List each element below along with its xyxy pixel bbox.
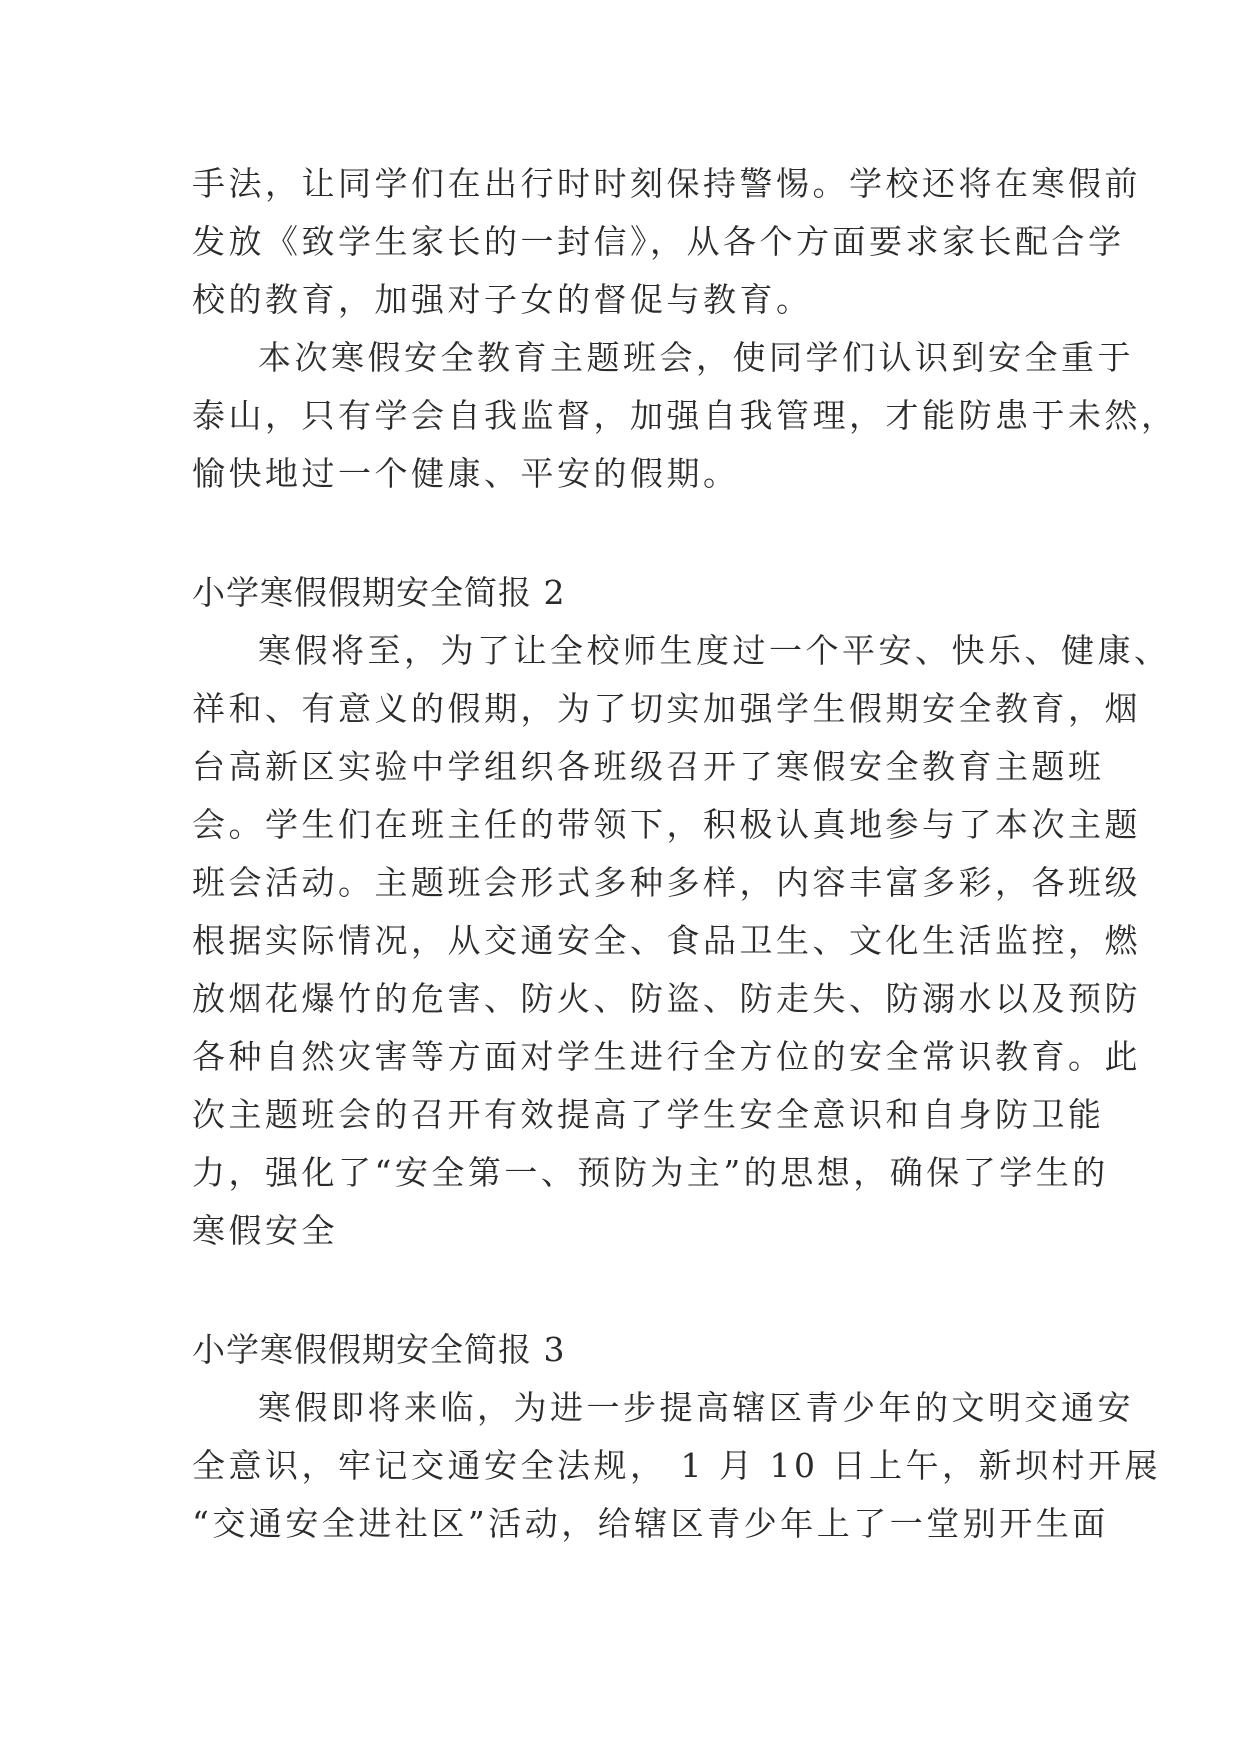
- text-line: 寒假即将来临，为进一步提高辖区青少年的文明交通安: [258, 1388, 1134, 1427]
- section-spacer: [192, 503, 1044, 564]
- text-line: “交通安全进社区”活动，给辖区青少年上了一堂别开生面: [192, 1504, 1109, 1543]
- text-line: 愉快地过一个健康、平安的假期。: [192, 454, 740, 493]
- text-line: 校的教育，加强对子女的督促与教育。: [192, 280, 813, 319]
- text-line: 寒假将至，为了让全校师生度过一个平安、快乐、健康、: [258, 631, 1171, 670]
- section-heading-3: 小学寒假假期安全简报 3: [192, 1330, 566, 1369]
- document-body: [192, 155, 1178, 1553]
- paragraph-4: [192, 1379, 1161, 1553]
- text-line: 台高新区实验中学组织各班级召开了寒假安全教育主题班: [192, 747, 1105, 786]
- text-line: 次主题班会的召开有效提高了学生安全意识和自身防卫能: [192, 1095, 1105, 1134]
- text-line: 发放《致学生家长的一封信》，从各个方面要求家长配合学: [192, 222, 1125, 261]
- text-line: 各种自然灾害等方面对学生进行全方位的安全常识教育。此: [192, 1037, 1141, 1076]
- section-spacer: [192, 1260, 1044, 1321]
- paragraph-3: [192, 622, 1171, 1260]
- text-line: 放烟花爆竹的危害、防火、防盗、防走失、防溺水以及预防: [192, 979, 1141, 1018]
- text-line: 泰山，只有学会自我监督，加强自我管理，才能防患于未然，: [192, 396, 1178, 435]
- text-line: 祥和、有意义的假期，为了切实加强学生假期安全教育，烟: [192, 689, 1141, 728]
- text-line: 根据实际情况，从交通安全、食品卫生、文化生活监控，燃: [192, 921, 1141, 960]
- section-heading-2: 小学寒假假期安全简报 2: [192, 573, 566, 612]
- paragraph-1: [192, 155, 1141, 329]
- text-line: 班会活动。主题班会形式多种多样，内容丰富多彩，各班级: [192, 863, 1141, 902]
- text-line: 力，强化了“安全第一、预防为主”的思想，确保了学生的: [192, 1153, 1109, 1192]
- text-line: 寒假安全: [192, 1211, 338, 1250]
- text-line: 本次寒假安全教育主题班会，使同学们认识到安全重于: [258, 338, 1134, 377]
- paragraph-2: [192, 329, 1178, 503]
- text-line: 全意识，牢记交通安全法规， 1 月 10 日上午，新坝村开展: [192, 1446, 1161, 1485]
- text-line: 会。学生们在班主任的带领下，积极认真地参与了本次主题: [192, 805, 1141, 844]
- text-line: 手法，让同学们在出行时时刻保持警惕。学校还将在寒假前: [192, 164, 1141, 203]
